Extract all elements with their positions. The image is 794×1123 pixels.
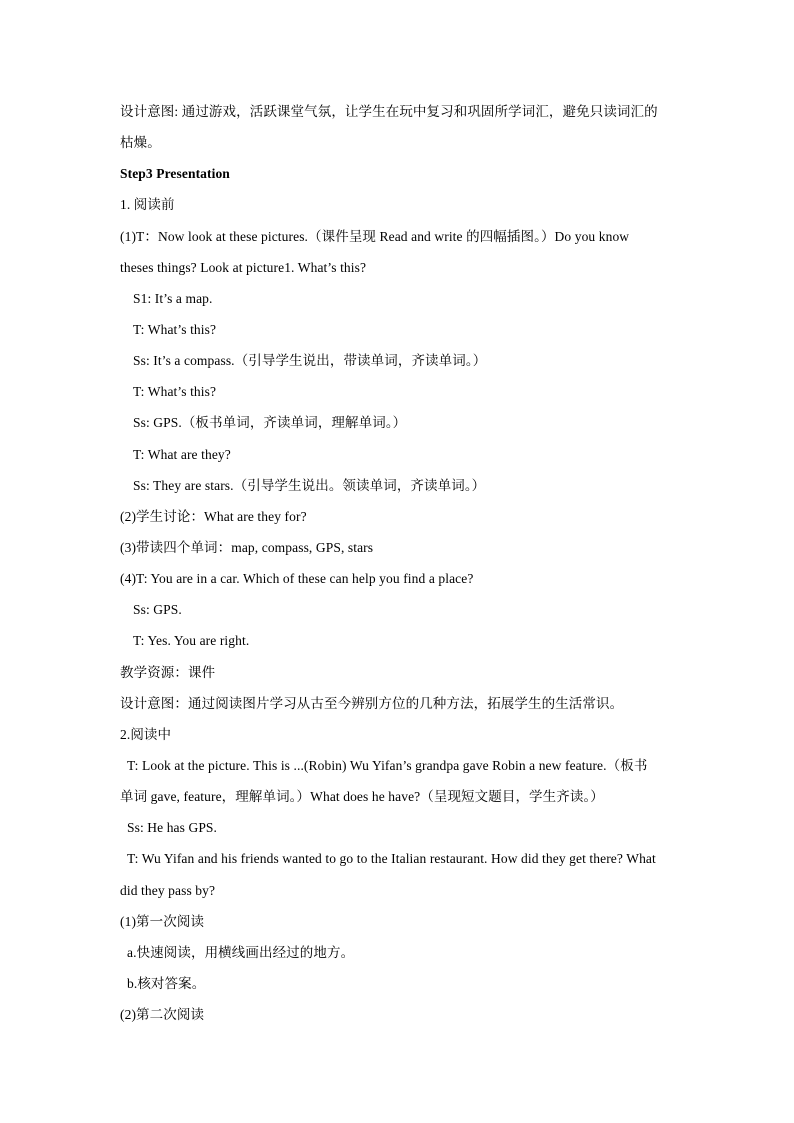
paragraph-line: (1)T：Now look at these pictures.（课件呈现 Read and write 的四幅插图。）Do you know <box>120 229 630 244</box>
list-item: a.快速阅读，用横线画出经过的地方。 <box>127 945 355 960</box>
paragraph-line: did they pass by? <box>120 883 216 898</box>
dialogue-line: S1: It’s a map. <box>133 291 213 306</box>
section-heading: 2.阅读中 <box>120 727 172 742</box>
dialogue-line: Ss: GPS.（板书单词，齐读单词，理解单词。） <box>133 415 407 430</box>
paragraph-line: theses things? Look at picture1. What’s this? <box>120 260 367 275</box>
section-heading: 1. 阅读前 <box>120 197 175 212</box>
subsection-heading: (2)第二次阅读 <box>120 1007 205 1022</box>
design-intent-line-cont: 枯燥。 <box>120 135 161 150</box>
dialogue-line: T: What’s this? <box>133 384 217 399</box>
dialogue-line: T: What’s this? <box>133 322 217 337</box>
paragraph-line: 单词 gave, feature，理解单词。）What does he have?（呈现短文题目，学生齐读。） <box>120 789 604 804</box>
dialogue-line: T: Look at the picture. This is ...(Robin) Wu Yifan’s grandpa gave Robin a new feature.（板书 <box>127 758 648 773</box>
paragraph-line: (2)学生讨论：What are they for? <box>120 509 307 524</box>
dialogue-line: Ss: They are stars.（引导学生说出。领读单词，齐读单词。） <box>133 478 486 493</box>
dialogue-line: Ss: It’s a compass.（引导学生说出，带读单词，齐读单词。） <box>133 353 487 368</box>
design-intent-line: 设计意图：通过阅读图片学习从古至今辨别方位的几种方法，拓展学生的生活常识。 <box>120 696 624 711</box>
dialogue-line: T: What are they? <box>133 447 231 462</box>
dialogue-line: Ss: He has GPS. <box>127 820 218 835</box>
dialogue-line: Ss: GPS. <box>133 602 182 617</box>
paragraph-line: (4)T: You are in a car. Which of these can help you find a place? <box>120 571 474 586</box>
resource-line: 教学资源：课件 <box>120 665 216 680</box>
list-item: b.核对答案。 <box>127 976 206 991</box>
dialogue-line: T: Wu Yifan and his friends wanted to go to the Italian restaurant. How did they get there? What <box>127 851 656 866</box>
step-heading: Step3 Presentation <box>120 166 230 181</box>
subsection-heading: (1)第一次阅读 <box>120 914 205 929</box>
dialogue-line: T: Yes. You are right. <box>133 633 250 648</box>
design-intent-line: 设计意图: 通过游戏，活跃课堂气氛，让学生在玩中复习和巩固所学词汇，避免只读词汇的 <box>120 104 658 119</box>
paragraph-line: (3)带读四个单词：map, compass, GPS, stars <box>120 540 374 555</box>
